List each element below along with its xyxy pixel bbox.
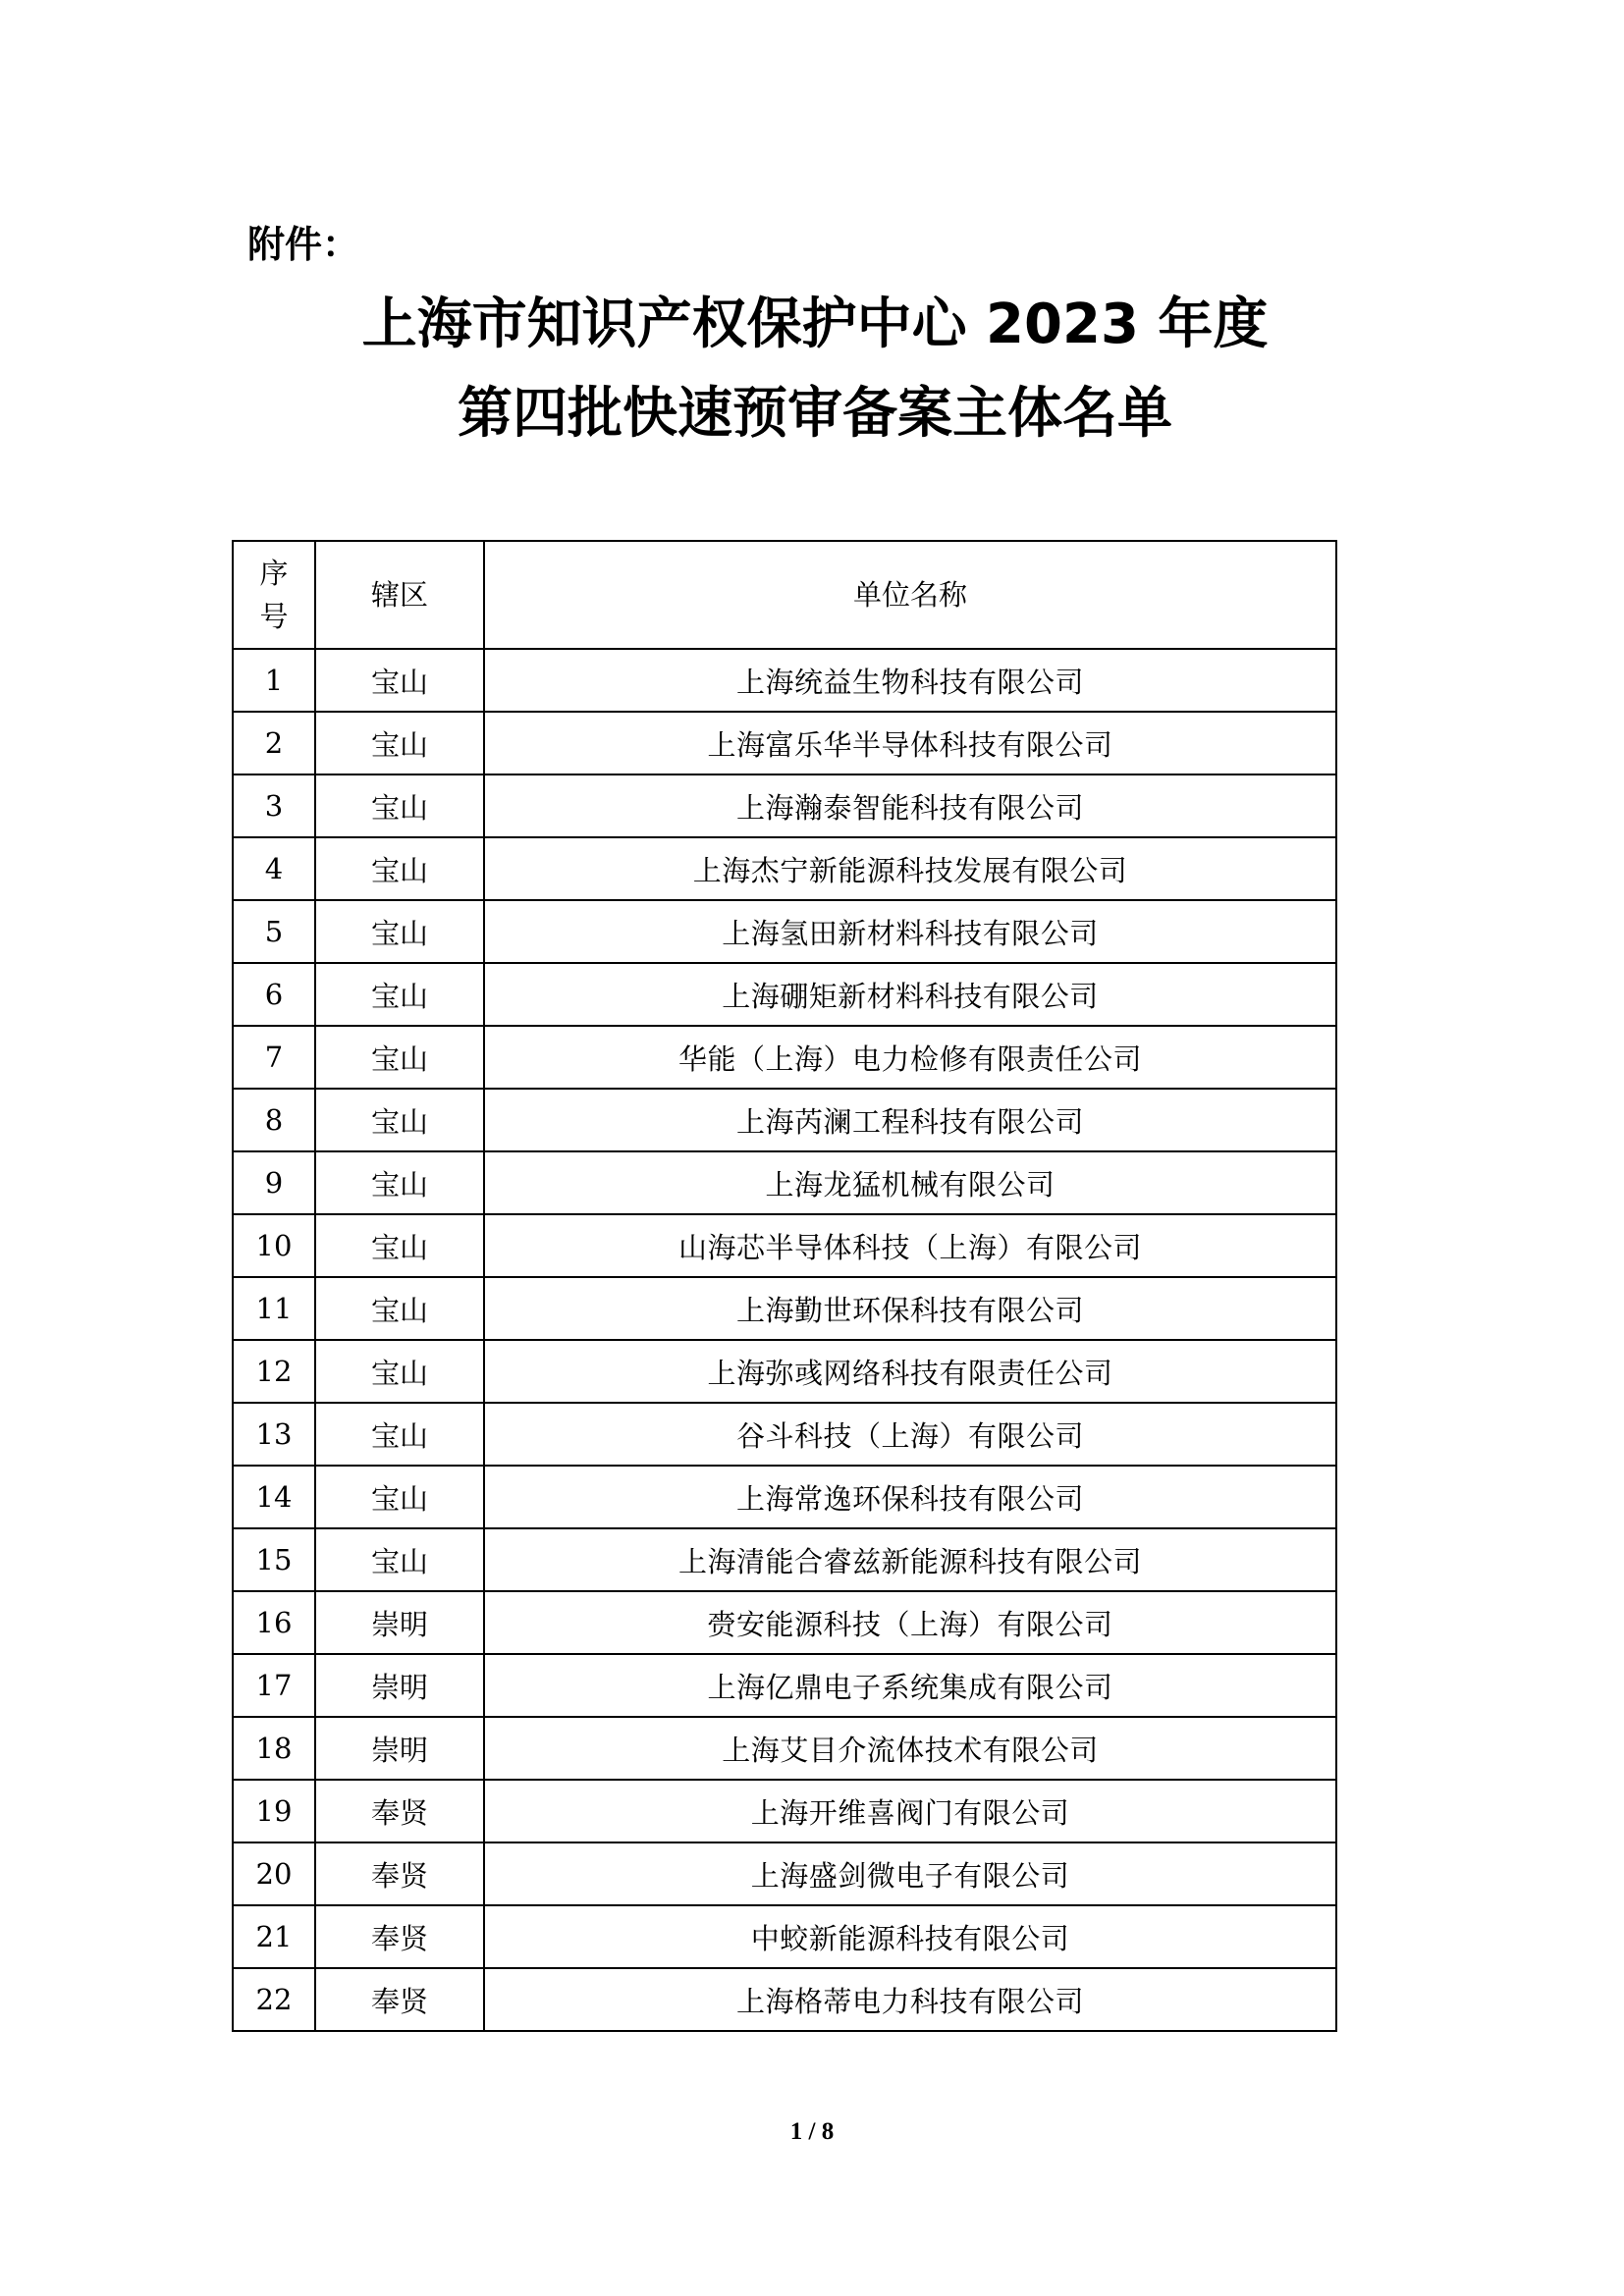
- cell-unit-name: 赍安能源科技（上海）有限公司: [484, 1591, 1336, 1654]
- registry-table: [232, 540, 1337, 2032]
- table-row: [233, 963, 1336, 1026]
- table-row: [233, 1214, 1336, 1277]
- cell-unit-name: 上海常逸环保科技有限公司: [484, 1466, 1336, 1528]
- page-total: 8: [821, 2118, 835, 2145]
- cell-unit-name: 上海开维喜阀门有限公司: [484, 1780, 1336, 1842]
- header-unit-name: 单位名称: [484, 541, 1336, 649]
- cell-unit-name: 谷斗科技（上海）有限公司: [484, 1403, 1336, 1466]
- cell-unit-name: 上海弥彧网络科技有限责任公司: [484, 1340, 1336, 1403]
- page-title-line-1: 上海市知识产权保护中心 2023 年度: [361, 293, 1269, 356]
- table-row: [233, 1842, 1336, 1905]
- cell-unit-name: 上海杰宁新能源科技发展有限公司: [484, 837, 1336, 900]
- cell-serial-number: 12: [233, 1340, 315, 1403]
- table-row: [233, 1151, 1336, 1214]
- cell-district: 奉贤: [315, 1968, 484, 2031]
- cell-district: 宝山: [315, 900, 484, 963]
- cell-serial-number: 2: [233, 712, 315, 774]
- cell-serial-number: 14: [233, 1466, 315, 1528]
- cell-district: 奉贤: [315, 1905, 484, 1968]
- table-row: [233, 1717, 1336, 1780]
- cell-serial-number: 22: [233, 1968, 315, 2031]
- cell-district: 宝山: [315, 1026, 484, 1089]
- table-row: [233, 1591, 1336, 1654]
- cell-serial-number: 5: [233, 900, 315, 963]
- cell-district: 宝山: [315, 1340, 484, 1403]
- cell-unit-name: 上海统益生物科技有限公司: [484, 649, 1336, 712]
- cell-unit-name: 山海芯半导体科技（上海）有限公司: [484, 1214, 1336, 1277]
- cell-serial-number: 6: [233, 963, 315, 1026]
- table-row: [233, 712, 1336, 774]
- cell-district: 宝山: [315, 1466, 484, 1528]
- cell-district: 宝山: [315, 1214, 484, 1277]
- cell-unit-name: 华能（上海）电力检修有限责任公司: [484, 1026, 1336, 1089]
- cell-district: 崇明: [315, 1654, 484, 1717]
- cell-unit-name: 上海艾目介流体技术有限公司: [484, 1717, 1336, 1780]
- cell-unit-name: 上海硼矩新材料科技有限公司: [484, 963, 1336, 1026]
- header-serial-line-2: 号: [259, 600, 289, 633]
- table-row: [233, 1026, 1336, 1089]
- cell-serial-number: 15: [233, 1528, 315, 1591]
- cell-district: 宝山: [315, 1277, 484, 1340]
- cell-serial-number: 21: [233, 1905, 315, 1968]
- cell-serial-number: 10: [233, 1214, 315, 1277]
- header-serial-line-1: 序: [259, 557, 289, 590]
- table-row: [233, 1277, 1336, 1340]
- cell-district: 宝山: [315, 1151, 484, 1214]
- table-row: [233, 900, 1336, 963]
- table-row: [233, 1528, 1336, 1591]
- cell-unit-name: 上海亿鼎电子系统集成有限公司: [484, 1654, 1336, 1717]
- cell-serial-number: 17: [233, 1654, 315, 1717]
- cell-unit-name: 上海清能合睿兹新能源科技有限公司: [484, 1528, 1336, 1591]
- attachment-label: 附件：: [247, 223, 360, 266]
- table-row: [233, 837, 1336, 900]
- table-row: [233, 1466, 1336, 1528]
- cell-unit-name: 上海格蒂电力科技有限公司: [484, 1968, 1336, 2031]
- cell-serial-number: 3: [233, 774, 315, 837]
- cell-serial-number: 9: [233, 1151, 315, 1214]
- cell-unit-name: 上海龙猛机械有限公司: [484, 1151, 1336, 1214]
- cell-district: 宝山: [315, 774, 484, 837]
- cell-unit-name: 中蛟新能源科技有限公司: [484, 1905, 1336, 1968]
- page-number: [0, 2118, 1624, 2146]
- page-title-line-2: 第四批快速预审备案主体名单: [458, 382, 1172, 446]
- table-row: [233, 1905, 1336, 1968]
- table-row: [233, 649, 1336, 712]
- table-row: [233, 1968, 1336, 2031]
- page-current: 1: [789, 2118, 803, 2145]
- header-serial-number: [233, 541, 315, 649]
- cell-serial-number: 13: [233, 1403, 315, 1466]
- cell-district: 奉贤: [315, 1780, 484, 1842]
- cell-serial-number: 20: [233, 1842, 315, 1905]
- cell-serial-number: 1: [233, 649, 315, 712]
- cell-district: 崇明: [315, 1591, 484, 1654]
- cell-serial-number: 4: [233, 837, 315, 900]
- cell-unit-name: 上海氢田新材料科技有限公司: [484, 900, 1336, 963]
- cell-district: 宝山: [315, 837, 484, 900]
- cell-serial-number: 8: [233, 1089, 315, 1151]
- table-row: [233, 1403, 1336, 1466]
- cell-district: 崇明: [315, 1717, 484, 1780]
- cell-district: 奉贤: [315, 1842, 484, 1905]
- table-row: [233, 1089, 1336, 1151]
- cell-district: 宝山: [315, 649, 484, 712]
- table-row: [233, 1654, 1336, 1717]
- cell-district: 宝山: [315, 1089, 484, 1151]
- cell-district: 宝山: [315, 1528, 484, 1591]
- cell-serial-number: 16: [233, 1591, 315, 1654]
- cell-district: 宝山: [315, 712, 484, 774]
- table-header-row: [233, 541, 1336, 649]
- cell-serial-number: 19: [233, 1780, 315, 1842]
- cell-serial-number: 18: [233, 1717, 315, 1780]
- cell-unit-name: 上海富乐华半导体科技有限公司: [484, 712, 1336, 774]
- table-row: [233, 1340, 1336, 1403]
- table-row: [233, 1780, 1336, 1842]
- cell-unit-name: 上海瀚泰智能科技有限公司: [484, 774, 1336, 837]
- header-district: 辖区: [315, 541, 484, 649]
- cell-unit-name: 上海勤世环保科技有限公司: [484, 1277, 1336, 1340]
- cell-unit-name: 上海盛剑微电子有限公司: [484, 1842, 1336, 1905]
- page-separator: /: [808, 2118, 816, 2145]
- cell-district: 宝山: [315, 963, 484, 1026]
- table-row: [233, 774, 1336, 837]
- cell-serial-number: 11: [233, 1277, 315, 1340]
- cell-serial-number: 7: [233, 1026, 315, 1089]
- cell-unit-name: 上海芮澜工程科技有限公司: [484, 1089, 1336, 1151]
- cell-district: 宝山: [315, 1403, 484, 1466]
